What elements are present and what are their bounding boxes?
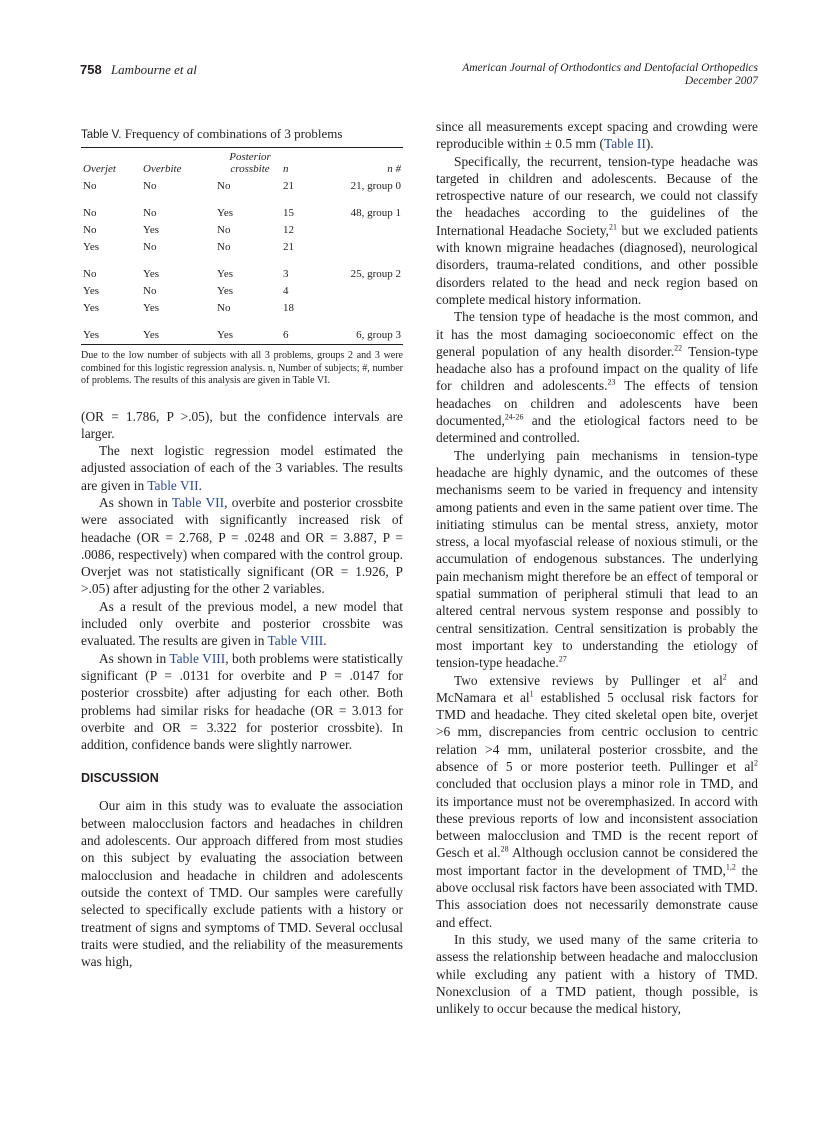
table-cell [335,239,403,256]
paragraph [436,308,758,446]
table-row [81,283,403,300]
paragraph-text: established 5 occlusal risk factors for TMD and headache. They cited skeletal open bite, overjet >6 mm, discrepancies from centric occlusion to centric relation >4 mm, unilateral posterior crossbite, and the absence of 5 or more posterior teeth. Pullinger et al [436,689,758,774]
table-cell: 6, group 3 [356,329,401,341]
column-header: n # [387,163,401,175]
journal-name: American Journal of Orthodontics and Dentofacial Orthopedics [462,62,758,74]
paragraph-text: The tension type of headache is the most common, and it has the most damaging socioeconomic effect on the general population of any health disorder. [436,309,758,359]
table-cell: Yes [217,285,234,297]
table-row [81,205,403,222]
table-reference-link[interactable]: Table VIII [169,650,226,666]
table-spacer-cell [81,317,403,327]
table-cell: No [143,285,157,297]
paragraph-text: . [323,633,327,649]
citation: 21 [608,222,617,232]
paragraph [81,442,403,494]
table-cell: No [83,207,97,219]
column-header: Overjet [83,163,116,175]
paragraph [436,672,758,931]
paragraph-text: and the etiological factors need to be determined and controlled. [436,413,758,446]
table-cell: No [217,224,231,236]
paragraph [436,153,758,309]
table-body [81,178,403,344]
table-cell: 6 [283,329,289,341]
running-header-left [80,62,197,78]
citation: 1,2 [725,862,736,872]
table-cell: No [143,207,157,219]
table-cell: 3 [283,268,289,280]
table-cell: 4 [283,285,289,297]
paragraph-text: Although occlusion cannot be considered the most important factor in the development of TMD, [436,845,758,878]
table-footnote: Due to the low number of subjects with all 3 problems, groups 2 and 3 were combined for this logistic regression analysis. n, Number of subjects; #, number of problems. The results of this analysis are given in Table VI. [81,350,403,386]
paragraph: (OR = 1.786, P >.05), but the confidence intervals are larger. [81,408,403,441]
table-cell: Yes [143,268,160,280]
table-cell: Yes [217,329,234,341]
paragraph-text: but we excluded patients with known migraine headaches (diagnosed), neurological disorders, trauma-related conditions, and other possible disorders related to the head and neck region based on complete medical history information. [436,222,758,307]
table-header-row [81,148,403,178]
paragraph-text: the above occlusal risk factors have been associated with TMD. This association does not necessarily demonstrate cause and effect. [436,862,758,930]
table-label: Table V. [81,129,122,141]
right-column [436,118,758,1017]
paragraph: Our aim in this study was to evaluate the association between malocclusion factors and headaches in children and adolescents. Our approach differed from most studies on this subject by evaluating the association between malocclusion and headache in children and adolescents outside the context of TMD. Our samples were carefully selected to specifically exclude patients with a history or treatment of signs and symptoms of TMD. Several occlusal traits were studied, and the reliability of the measurements was high, [81,798,403,970]
table-bottom-rule [81,344,403,345]
paragraph-text: concluded that occlusion plays a minor role in TMD, and its importance must not be overemphasized. In accord with these previous reports of low and inconsistent association between malocclusion and TMD is the recent report of Gesch et al. [436,776,758,861]
paragraph-text: The effects of tension headaches on children and adolescents have been documented, [436,378,758,429]
table-cell: Yes [143,224,160,236]
paragraph [81,494,403,598]
paragraph-text: The next logistic regression model estimated the adjusted association of each of the 3 variables. The results are given in [81,443,403,493]
table-cell [335,283,403,300]
paragraph-text: Specifically, the recurrent, tension-type headache was targeted in children and adolescents. Because of the retrospective nature of our research, we could not classify the headaches according to the guidelines of the International Headache Society, [436,153,758,238]
table-cell: 25, group 2 [350,268,401,280]
paragraph [436,447,758,672]
table-row [81,300,403,317]
table-cell: Yes [143,302,160,314]
citation: 2 [754,758,758,768]
table-group-spacer [81,256,403,266]
issue-date: December 2007 [684,75,758,87]
paragraph [81,650,403,754]
paragraph-text: , both problems were statistically significant (P = .0131 for overbite and P = .0147 for posterior crossbite) after adjusting for each other. Both problems had similar risks for headache (OR = 3.013 for overbite and OR = 3.322 for posterior crossbite). In addition, confidence bands were slightly narrower. [81,650,404,753]
table-cell: No [217,180,231,192]
table-spacer-cell [81,256,403,266]
paragraph [436,118,758,153]
table-cell: 15 [283,207,294,219]
paragraph-text: Tension-type headache also has a profound impact on the quality of life for children and adolescents. [436,343,759,394]
column-header: Overbite [143,163,182,175]
table-cell: Yes [143,329,160,341]
table-cell: Yes [217,207,234,219]
table-title: Frequency of combinations of 3 problems [124,126,343,141]
left-column [81,118,403,970]
table-cell: Yes [217,268,234,280]
table-cell: 21 [283,241,294,253]
table-cell: Yes [83,329,100,341]
citation: 28 [500,845,509,854]
table-cell: No [83,224,97,236]
paragraph-text: As shown in [99,494,172,510]
paragraph-text: As shown in [99,650,170,666]
page-number: 758 [80,62,102,77]
paragraph-text: . [198,477,202,493]
paragraph-text: As a result of the previous model, a new model that included only overbite and posterior crossbite was evaluated. The results are given in [81,598,403,649]
table-cell [335,222,403,239]
table-reference-link[interactable]: Table VII [171,494,225,510]
running-authors: Lambourne et al [110,62,197,77]
table-cell: Yes [83,285,100,297]
paragraph: In this study, we used many of the same criteria to assess the relationship between headache and malocclusion while excluding any patient with a history of TMD. Nonexclusion of a TMD patient, though possible, is unlikely to occur because the medical history, [436,931,758,1017]
table-cell: 21, group 0 [350,180,401,192]
section-heading: DISCUSSION [81,771,159,786]
table-group-spacer [81,317,403,327]
table-cell: Yes [83,302,100,314]
paragraph [81,598,403,650]
table-row [81,266,403,283]
table-reference-link[interactable]: Table II [604,136,646,152]
table-cell: No [143,180,157,192]
table-cell: No [217,302,231,314]
citation: 2 [722,672,727,682]
table-cell: 18 [283,302,294,314]
table-row [81,327,403,344]
citation: 24-26 [504,412,524,422]
paragraph-text: The underlying pain mechanisms in tension-type headache are highly dynamic, and the outcomes of these mechanisms seem to be varied in frequency and intensity among patients and even in the same patient over time. The initiating stimulus can be mental stress, anxiety, motor stress, a local myofascial release of noxious stimuli, or the accumulation of endogenous substances. The underlying pain mechanism might therefore be an effect of temporal or spatial summation of peripheral stimuli that lead to an altered central nervous system response and possibly to central sensitization. Central sensitization is probably the most important key to understanding the etiology of tension-type headache. [436,447,758,671]
frequency-table [81,148,403,344]
table-cell: 48, group 1 [350,207,401,219]
table-reference-link[interactable]: Table VII [147,477,199,493]
paragraph-text: since all measurements except spacing and crowding were reproducible within ± 0.5 mm ( [436,119,758,152]
table-cell: No [83,268,97,280]
table-cell: Yes [83,241,100,253]
table-cell: 12 [283,224,294,236]
table-cell [335,300,403,317]
table-group-spacer [81,195,403,205]
table-cell: No [217,241,231,253]
table-caption [81,126,403,142]
table-cell: 21 [283,180,294,192]
column-header: n [283,163,289,175]
table-row [81,178,403,195]
paragraph-text: Two extensive reviews by Pullinger et al [454,672,723,688]
citation: 23 [607,377,616,387]
table-row [81,222,403,239]
table-cell: No [83,180,97,192]
table-cell: No [143,241,157,253]
citation: 27 [558,654,567,664]
citation: 1 [529,689,534,699]
paragraph-text: , overbite and posterior crossbite were associated with significantly increased risk of headache (OR = 2.768, P = .0248 and OR = 3.887, P = .0086, respectively) when compared with the control group. Overjet was not statistically significant (OR = 1.926, P >.05) after adjusting for the other 2 variables. [81,494,403,597]
table-reference-link[interactable]: Table VIII [267,633,324,649]
paragraph-text: ). [645,136,654,152]
table-spacer-cell [81,195,403,205]
column-header: Posterior crossbite [229,151,271,175]
citation: 22 [674,343,683,353]
paragraph-text: and McNamara et al [436,672,758,705]
running-header-right [462,62,758,88]
table-row [81,239,403,256]
